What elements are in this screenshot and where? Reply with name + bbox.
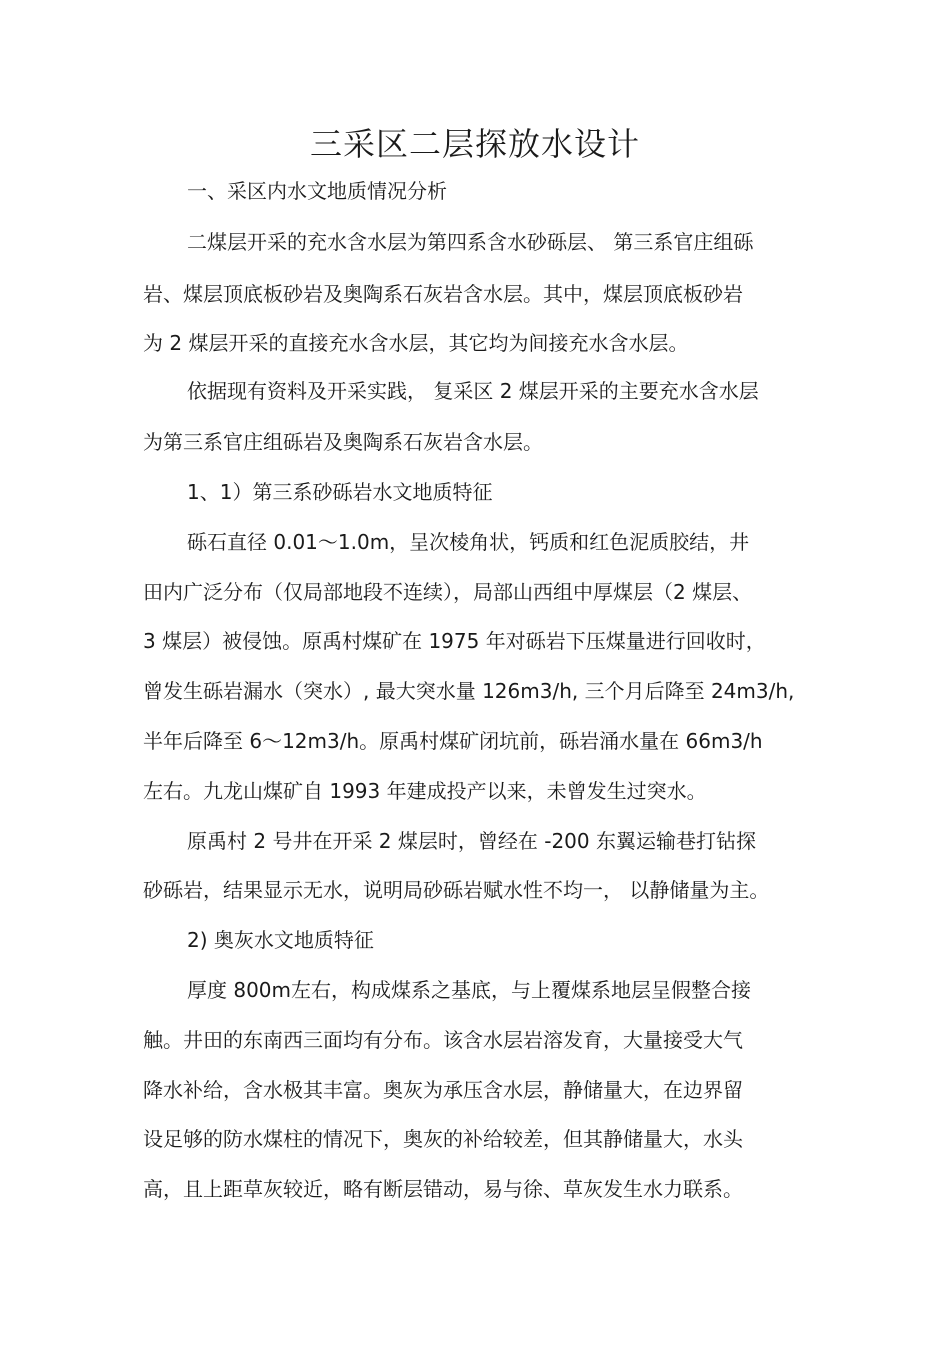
section-heading: 一、采区内水文地质情况分析 xyxy=(187,179,447,203)
paragraph-line: 设足够的防水煤柱的情况下，奥灰的补给较差，但其静储量大，水头 xyxy=(143,1127,743,1151)
paragraph-line: 半年后降至 6～12m3/h。原禹村煤矿闭坑前，砾岩涌水量在 66m3/h xyxy=(143,729,763,753)
paragraph-line: 触。井田的东南西三面均有分布。该含水层岩溶发育，大量接受大气 xyxy=(143,1028,743,1052)
paragraph-line: 二煤层开采的充水含水层为第四系含水砂砾层、 第三系官庄组砾 xyxy=(187,230,754,254)
paragraph-line: 田内广泛分布（仅局部地段不连续），局部山西组中厚煤层（2 煤层、 xyxy=(143,580,753,604)
paragraph-line: 为 2 煤层开采的直接充水含水层，其它均为间接充水含水层。 xyxy=(143,331,689,355)
paragraph-line: 降水补给，含水极其丰富。奥灰为承压含水层，静储量大，在边界留 xyxy=(143,1078,743,1102)
paragraph-line: 为第三系官庄组砾岩及奥陶系石灰岩含水层。 xyxy=(143,430,543,454)
paragraph-line: 依据现有资料及开采实践， 复采区 2 煤层开采的主要充水含水层 xyxy=(187,379,759,403)
paragraph-line: 左右。九龙山煤矿自 1993 年建成投产以来，未曾发生过突水。 xyxy=(143,779,707,803)
paragraph-line: 砾石直径 0.01～1.0m，呈次棱角状，钙质和红色泥质胶结，井 xyxy=(187,530,750,554)
paragraph-line: 厚度 800m左右，构成煤系之基底，与上覆煤系地层呈假整合接 xyxy=(187,978,752,1002)
paragraph-line: 高，且上距草灰较近，略有断层错动，易与徐、草灰发生水力联系。 xyxy=(143,1177,743,1201)
paragraph-line: 砂砾岩，结果显示无水，说明局砂砾岩赋水性不均一， 以静储量为主。 xyxy=(143,878,770,902)
subsection-heading: 1、1）第三系砂砾岩水文地质特征 xyxy=(187,480,493,504)
document-title: 三采区二层探放水设计 xyxy=(309,125,640,163)
subsection-heading: 2) 奥灰水文地质特征 xyxy=(187,928,374,952)
paragraph-line: 岩、煤层顶底板砂岩及奥陶系石灰岩含水层。其中，煤层顶底板砂岩 xyxy=(143,282,743,306)
paragraph-line: 3 煤层）被侵蚀。原禹村煤矿在 1975 年对砾岩下压煤量进行回收时， xyxy=(143,629,766,653)
paragraph-line: 原禹村 2 号井在开采 2 煤层时，曾经在 -200 东翼运输巷打钻探 xyxy=(187,829,756,853)
paragraph-line: 曾发生砾岩漏水（突水）, 最大突水量 126m3/h, 三个月后降至 24m3/h, xyxy=(143,679,795,703)
